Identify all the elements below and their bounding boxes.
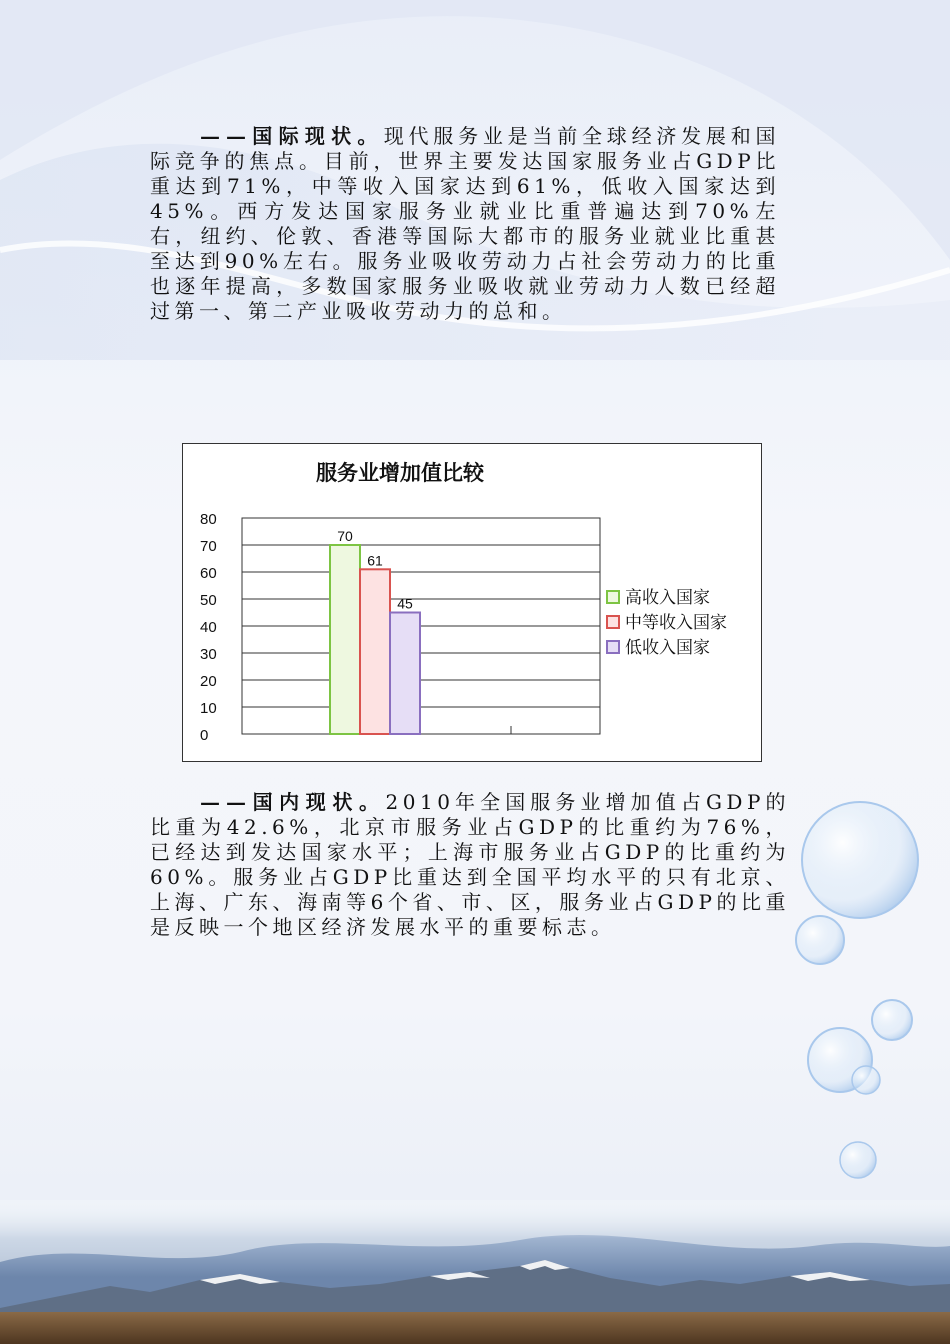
- chart-data-label: 61: [367, 552, 383, 569]
- chart-bar: [360, 569, 390, 734]
- chart-y-tick-label: 80: [200, 511, 217, 528]
- chart-legend-swatch: [607, 616, 619, 628]
- chart-legend-label: 低收入国家: [625, 638, 710, 657]
- paragraph-international: [150, 124, 780, 324]
- chart-y-tick-label: 40: [200, 619, 217, 636]
- section-heading-domestic: ——国内现状。: [200, 790, 386, 814]
- chart-y-tick-label: 50: [200, 592, 217, 609]
- chart-data-label: 70: [337, 528, 353, 544]
- chart-legend-label: 中等收入国家: [625, 613, 727, 632]
- chart-canvas: [183, 444, 761, 761]
- chart-y-tick-label: 10: [200, 700, 217, 717]
- paragraph-domestic: [150, 790, 790, 940]
- mountain-landscape-image: [0, 1200, 950, 1344]
- chart-bar: [330, 545, 360, 734]
- chart-y-tick-label: 30: [200, 646, 217, 663]
- chart-title: 服务业增加值比较: [316, 462, 484, 485]
- bubbles-decoration: [780, 780, 950, 1200]
- chart-y-tick-label: 60: [200, 565, 217, 582]
- chart-y-tick-label: 20: [200, 673, 217, 690]
- chart-bar: [390, 613, 420, 735]
- section-heading-international: ——国际现状。: [200, 124, 384, 148]
- chart-legend-swatch: [607, 641, 619, 653]
- chart-legend-label: 高收入国家: [625, 588, 710, 607]
- chart-legend-swatch: [607, 591, 619, 603]
- paragraph-domestic-body: 2010年全国服务业增加值占GDP的比重为42.6%，北京市服务业占GDP的比重约为76%，已经达到发达国家水平；上海市服务业占GDP的比重约为60%。服务业占GDP比重达到全国平均水平的只有北京、上海、广东、海南等6个省、市、区，服务业占GDP的比重是反映一个地区经济发展水平的重要标志。: [150, 790, 790, 939]
- chart-y-tick-label: 70: [200, 538, 217, 555]
- chart-y-tick-label: 0: [200, 727, 209, 744]
- chart-data-label: 45: [397, 595, 413, 612]
- chart-service-value-added: [182, 443, 762, 762]
- paragraph-international-body: 现代服务业是当前全球经济发展和国际竞争的焦点。目前，世界主要发达国家服务业占GDP比重达到71%，中等收入国家达到61%，低收入国家达到45%。西方发达国家服务业就业比重普遍达到70%左右，纽约、伦敦、香港等国际大都市的服务业就业比重甚至达到90%左右。服务业吸收劳动力占社会劳动力的比重也逐年提高，多数国家服务业吸收就业劳动力人数已经超过第一、第二产业吸收劳动力的总和。: [150, 124, 781, 323]
